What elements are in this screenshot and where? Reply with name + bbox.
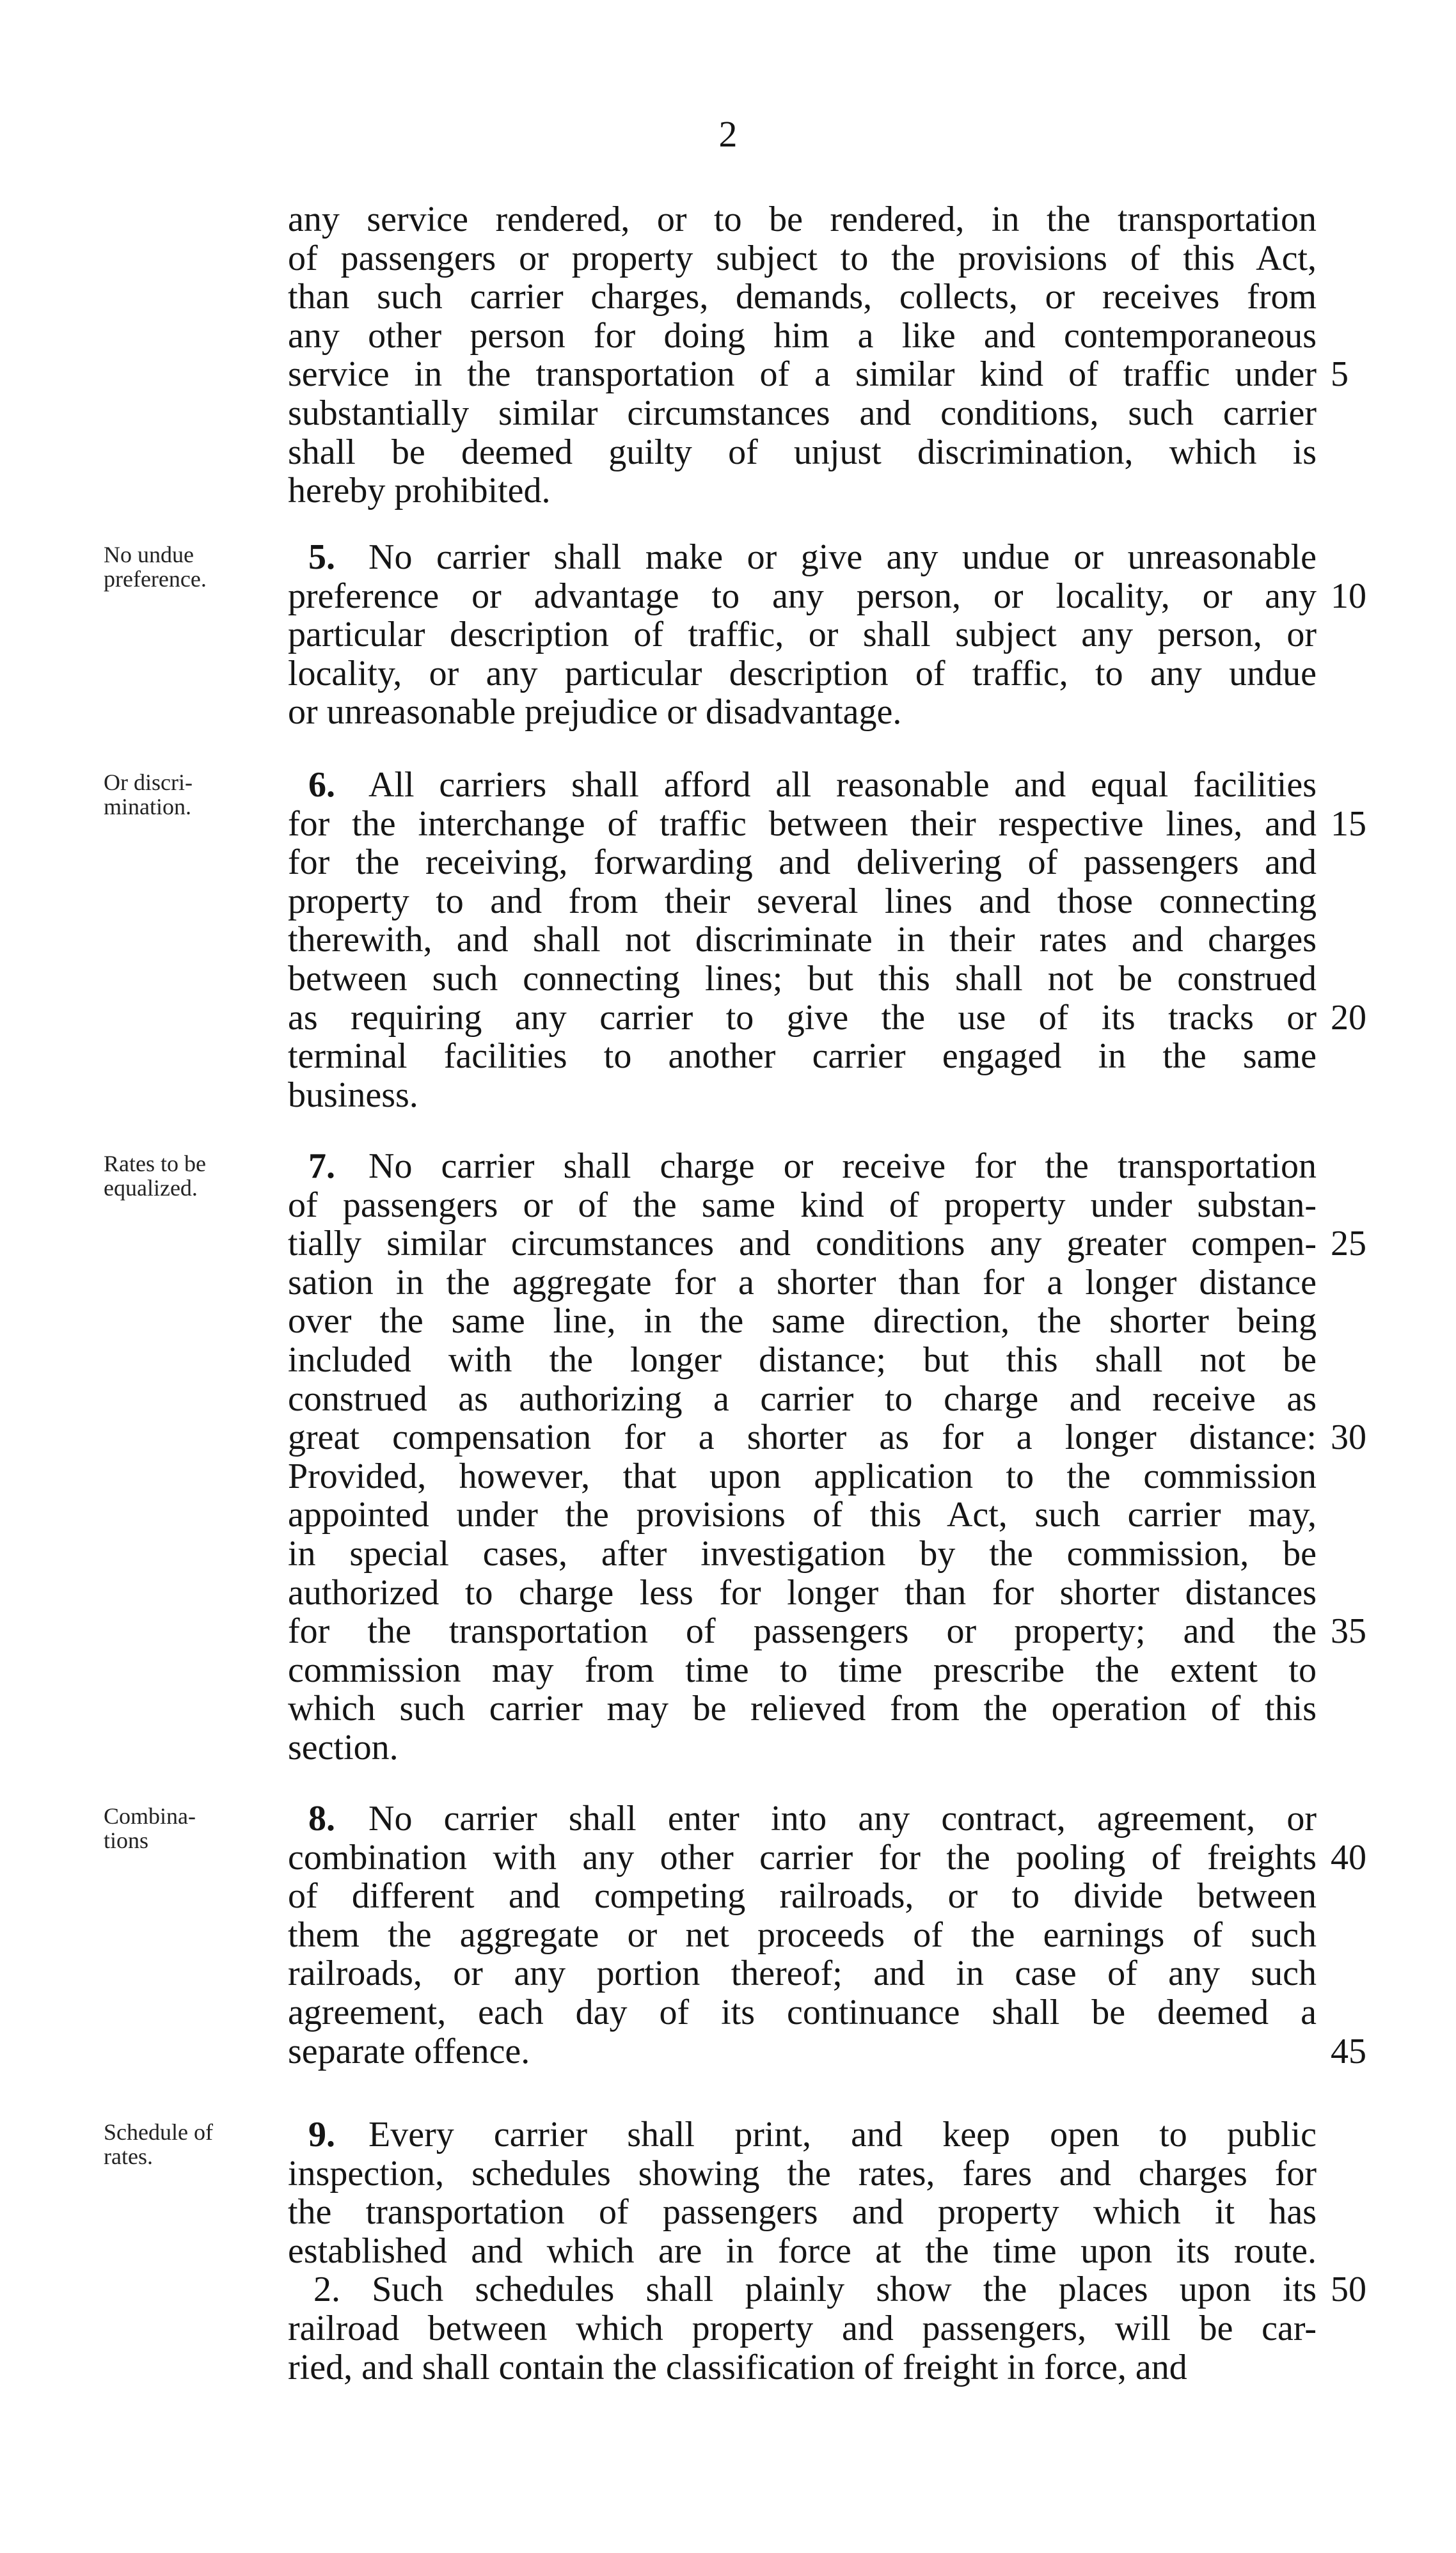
- text-line: therewith, and shall not discriminate in their rates and charges: [288, 920, 1317, 960]
- line-number: 45: [1331, 2031, 1366, 2071]
- margin-note-line: No undue: [104, 542, 194, 567]
- text-line: of passengers or of the same kind of property under substan-: [288, 1185, 1317, 1225]
- text-line: established and which are in force at the time upon its route.: [288, 2231, 1317, 2271]
- margin-note-line: Or discri-: [104, 770, 193, 795]
- text-line: shall be deemed guilty of unjust discrimination, which is: [288, 432, 1317, 472]
- text-line: inspection, schedules showing the rates, fares and charges for: [288, 2153, 1317, 2193]
- text-line: construed as authorizing a carrier to charge and receive as: [288, 1379, 1317, 1419]
- text-line: ried, and shall contain the classification of freight in force, and: [288, 2347, 1187, 2387]
- line-number: 35: [1331, 1611, 1366, 1652]
- text-line: of passengers or property subject to the provisions of this Act,: [288, 238, 1317, 278]
- text-line: property to and from their several lines and those connecting: [288, 881, 1317, 921]
- text-line: for the receiving, forwarding and delivering of passengers and: [288, 842, 1317, 883]
- margin-note-line: equalized.: [104, 1175, 198, 1201]
- text-line: them the aggregate or net proceeds of the earnings of such: [288, 1915, 1317, 1955]
- text-line: between such connecting lines; but this shall not be construed: [288, 959, 1317, 999]
- text-line: authorized to charge less for longer than for shorter distances: [288, 1572, 1317, 1613]
- section-number: 9.: [308, 2115, 335, 2154]
- line-number: 5: [1331, 354, 1349, 395]
- text-line: sation in the aggregate for a shorter than for a longer distance: [288, 1262, 1317, 1302]
- text-line: tially similar circumstances and conditions any greater compen-: [288, 1224, 1317, 1264]
- text-line: Provided, however, that upon application to the commission: [288, 1456, 1317, 1496]
- page-number: 2: [718, 113, 738, 155]
- text-line: 2. Such schedules shall plainly show the places upon its: [313, 2270, 1317, 2310]
- line-number: 25: [1331, 1224, 1366, 1264]
- margin-note-line: preference.: [104, 566, 207, 592]
- margin-note-line: Schedule of: [104, 2119, 213, 2145]
- text-line: than such carrier charges, demands, collects, or receives from: [288, 277, 1317, 317]
- text-line: for the transportation of passengers or property; and the: [288, 1611, 1317, 1652]
- margin-note-line: tions: [104, 1828, 149, 1853]
- margin-note-line: mination.: [104, 794, 191, 819]
- text-line: terminal facilities to another carrier engaged in the same: [288, 1036, 1317, 1077]
- text-line: combination with any other carrier for the pooling of freights: [288, 1837, 1317, 1877]
- line-number: 40: [1331, 1837, 1366, 1877]
- text-line: substantially similar circumstances and conditions, such carrier: [288, 393, 1317, 433]
- line-number: 20: [1331, 997, 1366, 1038]
- text-line: any other person for doing him a like and contemporaneous: [288, 315, 1317, 356]
- section-number: 5.: [308, 537, 335, 577]
- text-line: appointed under the provisions of this Act, such carrier may,: [288, 1495, 1317, 1535]
- text-line: which such carrier may be relieved from the operation of this: [288, 1689, 1317, 1729]
- text-line: section.: [288, 1728, 399, 1767]
- text-line: locality, or any particular description of traffic, to any undue: [288, 653, 1317, 693]
- text-line: Every carrier shall print, and keep open to public: [368, 2115, 1317, 2154]
- text-line: separate offence.: [288, 2031, 530, 2071]
- text-line: No carrier shall make or give any undue or unreasonable: [368, 537, 1317, 577]
- text-line: over the same line, in the same direction, the shorter being: [288, 1301, 1317, 1341]
- text-line: as requiring any carrier to give the use of its tracks or: [288, 997, 1317, 1038]
- line-number: 15: [1331, 803, 1366, 844]
- text-line: of different and competing railroads, or to divide between: [288, 1876, 1317, 1917]
- text-line: in special cases, after investigation by the commission, be: [288, 1534, 1317, 1574]
- margin-note-line: Rates to be: [104, 1151, 206, 1176]
- text-line: or unreasonable prejudice or disadvantage.: [288, 692, 902, 732]
- text-line: hereby prohibited.: [288, 471, 551, 511]
- text-line: business.: [288, 1075, 418, 1115]
- text-line: preference or advantage to any person, or locality, or any: [288, 576, 1317, 616]
- section-number: 7.: [308, 1146, 335, 1186]
- text-line: commission may from time to time prescribe the extent to: [288, 1650, 1317, 1690]
- margin-note: [104, 2120, 296, 2169]
- text-line: No carrier shall enter into any contract, agreement, or: [368, 1799, 1317, 1838]
- text-line: service in the transportation of a similar kind of traffic under: [288, 354, 1317, 395]
- section-number: 8.: [308, 1799, 335, 1838]
- line-number: 10: [1331, 576, 1366, 616]
- text-line: agreement, each day of its continuance shall be deemed a: [288, 1993, 1317, 2032]
- text-line: any service rendered, or to be rendered, in the transportation: [288, 200, 1317, 239]
- text-line: included with the longer distance; but this shall not be: [288, 1340, 1317, 1380]
- text-line: for the interchange of traffic between their respective lines, and: [288, 803, 1317, 844]
- margin-note: [104, 770, 296, 819]
- text-line: great compensation for a shorter as for a longer distance:: [288, 1418, 1317, 1458]
- margin-note: [104, 542, 296, 591]
- margin-note: [104, 1804, 296, 1853]
- line-number: 50: [1331, 2270, 1366, 2310]
- margin-note-line: Combina-: [104, 1803, 196, 1829]
- text-line: railroads, or any portion thereof; and in case of any such: [288, 1954, 1317, 1994]
- text-line: All carriers shall afford all reasonable and equal facilities: [368, 765, 1317, 805]
- text-line: No carrier shall charge or receive for the transportation: [368, 1146, 1317, 1186]
- line-number: 30: [1331, 1418, 1366, 1458]
- text-line: particular description of traffic, or shall subject any person, or: [288, 615, 1317, 655]
- section-number: 6.: [308, 765, 335, 805]
- text-line: the transportation of passengers and property which it has: [288, 2192, 1317, 2233]
- margin-note: [104, 1151, 296, 1200]
- text-line: railroad between which property and passengers, will be car-: [288, 2309, 1317, 2348]
- margin-note-line: rates.: [104, 2144, 153, 2169]
